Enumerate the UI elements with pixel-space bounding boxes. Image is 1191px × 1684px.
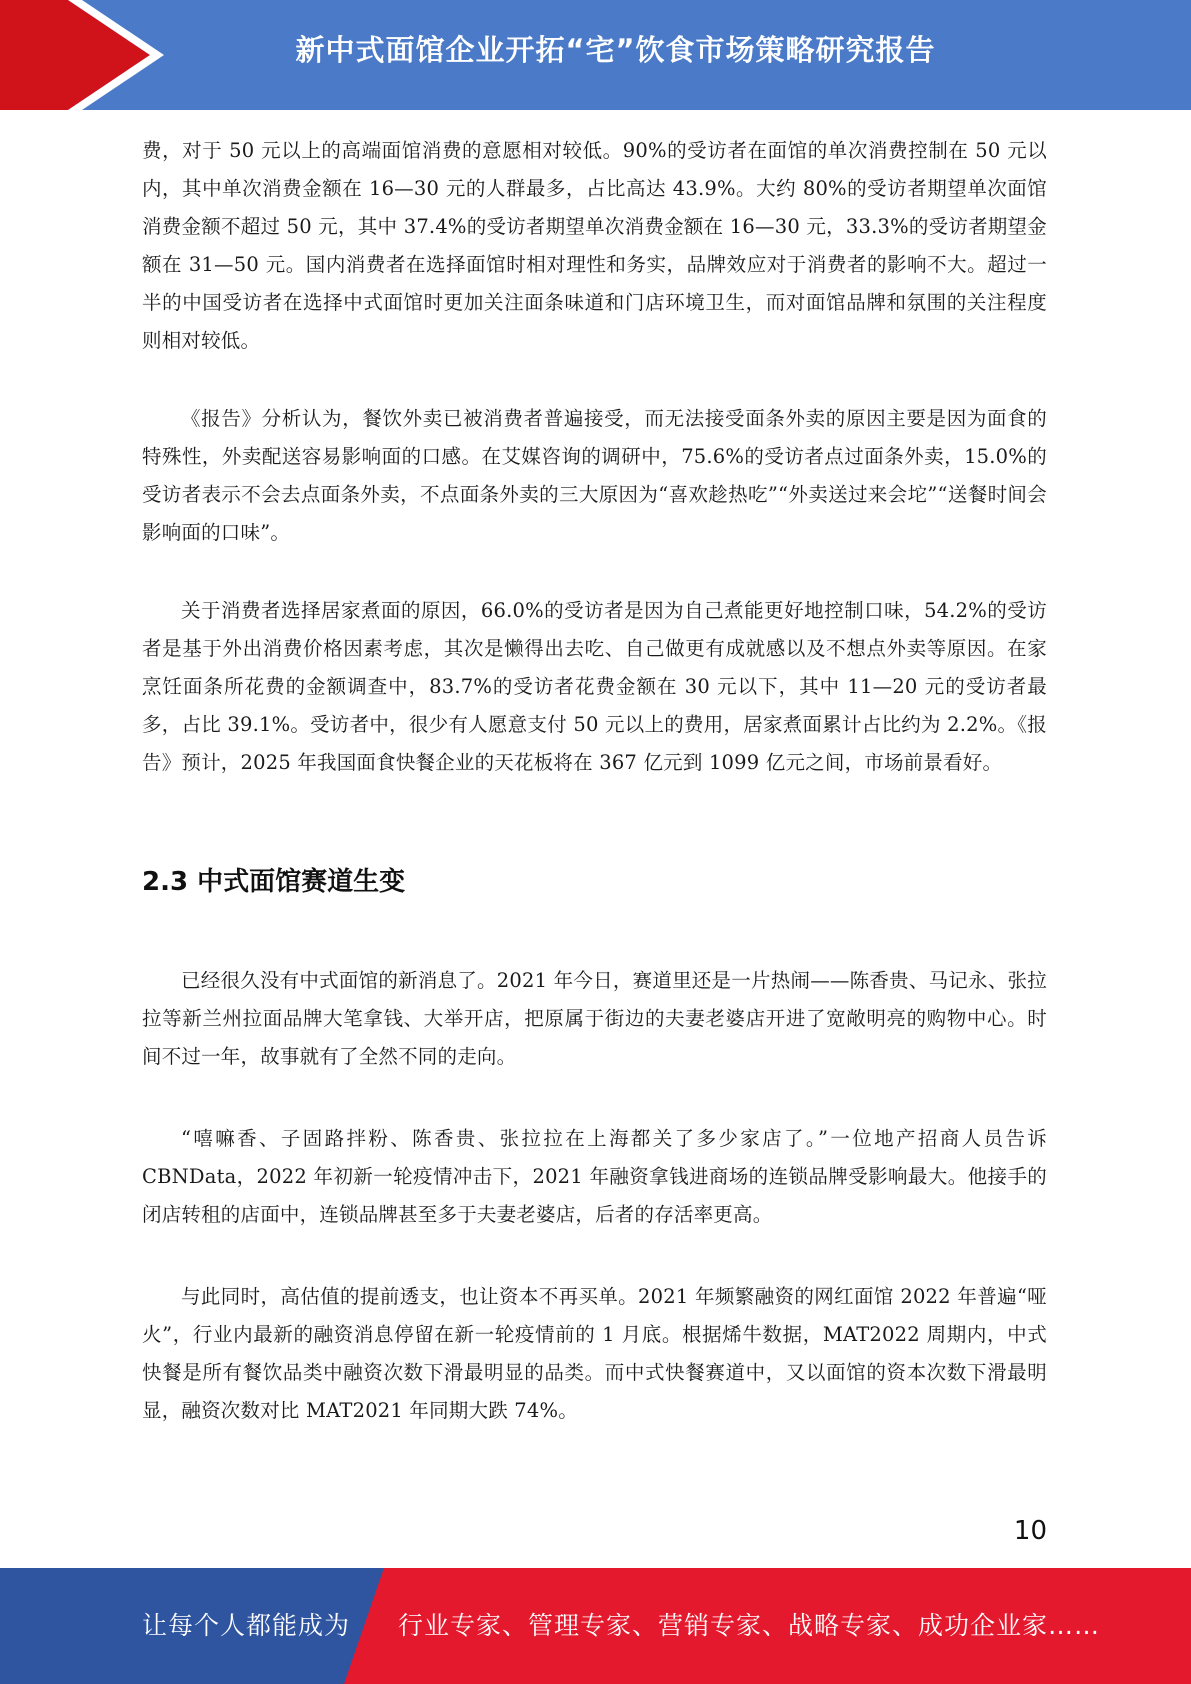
paragraph: 费，对于 50 元以上的高端面馆消费的意愿相对较低。90%的受访者在面馆的单次消费控制在 50 元以内，其中单次消费金额在 16—30 元的人群最多，占比高达 43.9%。大约 80%的受访者期望单次面馆消费金额不超过 50 元，其中 37.4%的受访者期望单次消费金额在 16—30 元，33.3%的受访者期望金额在 31—50 元。国内消费者在选择面馆时相对理性和务实，品牌效应对于消费者的影响不大。超过一半的中国受访者在选择中式面馆时更加关注面条味道和门店环境卫生，而对面馆品牌和氛围的关注程度则相对较低。 bbox=[142, 139, 1047, 352]
page-header bbox=[0, 0, 1191, 110]
footer-slogan-right: 行业专家、管理专家、营销专家、战略专家、成功企业家…… bbox=[398, 1611, 1101, 1640]
paragraph: “嘻嘛香、子固路拌粉、陈香贵、张拉拉在上海都关了多少家店了。”一位地产招商人员告诉 CBNData，2022 年初新一轮疫情冲击下，2021 年融资拿钱进商场的连锁品牌受影响最大。他接手的闭店转租的店面中，连锁品牌甚至多于夫妻老婆店，后者的存活率更高。 bbox=[142, 1127, 1047, 1226]
section-heading: 2.3 中式面馆赛道生变 bbox=[142, 867, 406, 897]
paragraph: 《报告》分析认为，餐饮外卖已被消费者普遍接受，而无法接受面条外卖的原因主要是因为面食的特殊性，外卖配送容易影响面的口感。在艾媒咨询的调研中，75.6%的受访者点过面条外卖，15.0%的受访者表示不会去点面条外卖，不点面条外卖的三大原因为“喜欢趁热吃”“外卖送过来会坨”“送餐时间会影响面的口味”。 bbox=[142, 407, 1047, 544]
page-number: 10 bbox=[1013, 1516, 1047, 1546]
paragraph: 已经很久没有中式面馆的新消息了。2021 年今日，赛道里还是一片热闹——陈香贵、马记永、张拉拉等新兰州拉面品牌大笔拿钱、大举开店，把原属于街边的夫妻老婆店开进了宽敞明亮的购物中心。时间不过一年，故事就有了全然不同的走向。 bbox=[142, 969, 1047, 1068]
header-title: 新中式面馆企业开拓“宅”饮食市场策略研究报告 bbox=[295, 33, 936, 67]
page-footer bbox=[0, 1568, 1191, 1684]
paragraph: 与此同时，高估值的提前透支，也让资本不再买单。2021 年频繁融资的网红面馆 2022 年普遍“哑火”，行业内最新的融资消息停留在新一轮疫情前的 1 月底。根据烯牛数据，MAT2022 周期内，中式快餐是所有餐饮品类中融资次数下滑最明显的品类。而中式快餐赛道中，又以面馆的资本次数下滑最明显，融资次数对比 MAT2021 年同期大跌 74%。 bbox=[142, 1285, 1047, 1422]
paragraph: 关于消费者选择居家煮面的原因，66.0%的受访者是因为自己煮能更好地控制口味，54.2%的受访者是基于外出消费价格因素考虑，其次是懒得出去吃、自己做更有成就感以及不想点外卖等原因。在家烹饪面条所花费的金额调查中，83.7%的受访者花费金额在 30 元以下，其中 11—20 元的受访者最多，占比 39.1%。受访者中，很少有人愿意支付 50 元以上的费用，居家煮面累计占比约为 2.2%。《报告》预计，2025 年我国面食快餐企业的天花板将在 367 亿元到 1099 亿元之间，市场前景看好。 bbox=[142, 599, 1047, 774]
page-content bbox=[142, 132, 1047, 1430]
footer-slogan-left: 让每个人都能成为 bbox=[142, 1611, 351, 1640]
